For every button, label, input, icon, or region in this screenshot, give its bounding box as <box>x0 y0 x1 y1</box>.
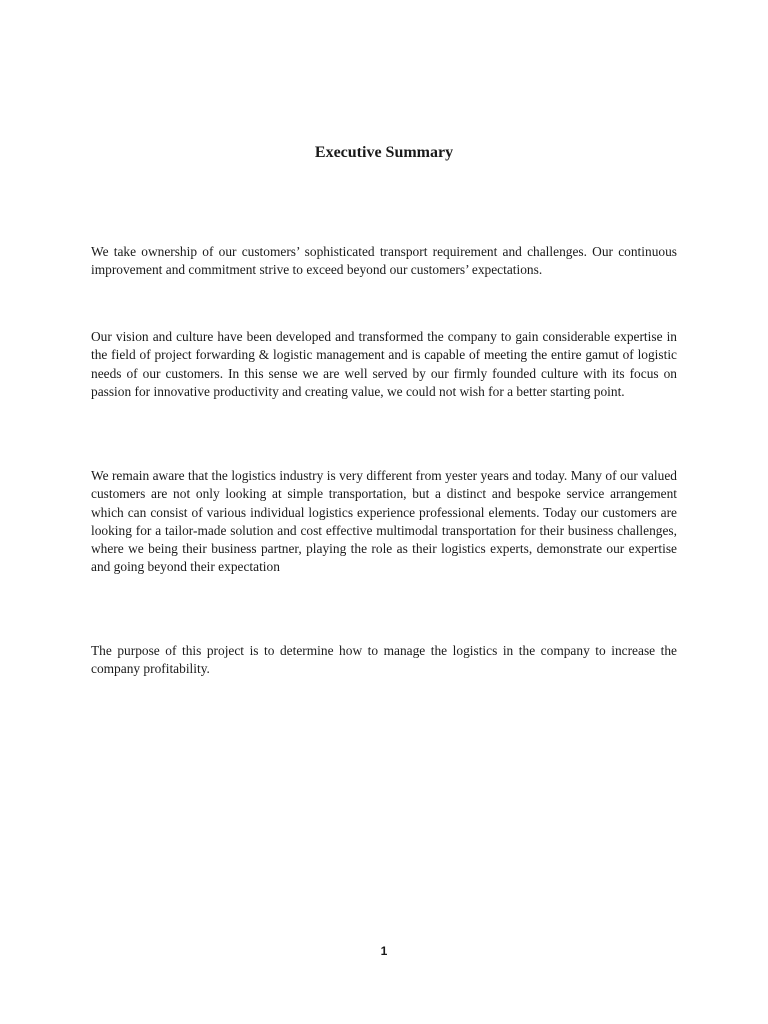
paragraph-industry-awareness: We remain aware that the logistics industry is very different from yester years and today. Many of our valued customers are not only looking at simple transportation, but a distinct and bespoke service arrangement which can consist of various individual logistics experience professional elements. Today our customers are looking for a tailor-made solution and cost effective multimodal transportation for their business challenges, where we being their business partner, playing the role as their logistics experts, demonstrate our expertise and going beyond their expectation <box>91 468 677 575</box>
page-number: 1 <box>380 944 388 958</box>
paragraph-vision-culture: Our vision and culture have been developed and transformed the company to gain considerable expertise in the field of project forwarding & logistic management and is capable of meeting the entire gamut of logistic needs of our customers. In this sense we are well served by our firmly founded culture with its focus on passion for innovative productivity and creating value, we could not wish for a better starting point. <box>91 329 677 399</box>
paragraph-project-purpose: The purpose of this project is to determine how to manage the logistics in the company to increase the company profitability. <box>91 643 677 677</box>
page-title: Executive Summary <box>314 144 454 161</box>
paragraph-ownership: We take ownership of our customers’ sophisticated transport requirement and challenges. Our continuous improvement and commitment strive to exceed beyond our customers’ expectations. <box>91 244 677 278</box>
